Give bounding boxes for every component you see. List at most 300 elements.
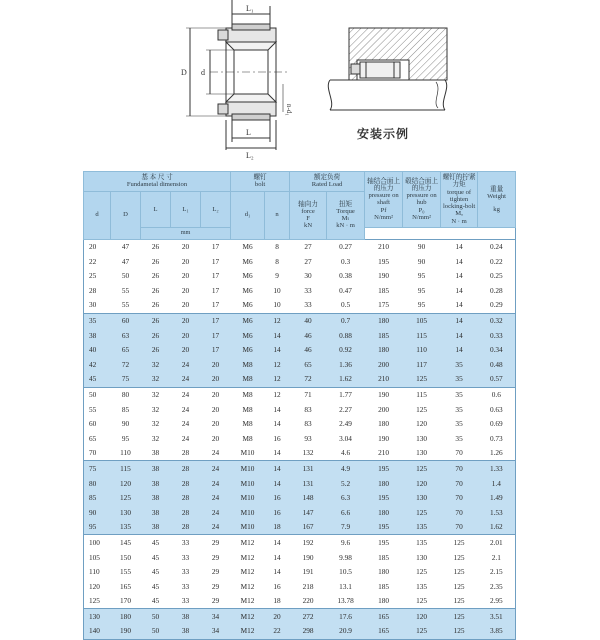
table-cell: 2.15: [489, 567, 503, 577]
table-cell: 200: [365, 357, 403, 372]
table-cell: 195: [365, 520, 403, 535]
table-cell: 180: [365, 343, 403, 358]
table-cell: 130: [111, 505, 141, 520]
dim-L2-label: L₂: [246, 151, 254, 160]
table-cell: 125: [403, 624, 441, 639]
table-cell: 2.01: [478, 535, 516, 550]
header-ps-en: pressure on shaft: [368, 192, 399, 207]
table-cell: 38: [141, 476, 171, 491]
installation-example-drawing: [328, 28, 447, 110]
table-cell: 20: [211, 433, 220, 443]
table-cell: 38: [151, 448, 160, 458]
table-cell: 120: [403, 476, 441, 491]
table-cell: 20: [201, 387, 231, 402]
table-cell: 26: [151, 271, 160, 281]
table-cell: 14: [273, 567, 281, 577]
table-cell: 120: [416, 419, 428, 429]
table-cell: 35: [84, 313, 111, 328]
table-cell: 0.29: [489, 300, 503, 310]
table-cell: M12: [231, 624, 265, 639]
table-cell: 25: [89, 271, 97, 281]
table-row: [84, 357, 516, 372]
table-cell: 1.49: [478, 491, 516, 506]
table-cell: 4.6: [341, 448, 351, 458]
table-cell: 105: [403, 313, 441, 328]
table-row: [84, 298, 516, 313]
table-cell: 95: [417, 271, 426, 281]
table-cell: 33: [181, 567, 190, 577]
table-cell: 95: [121, 433, 130, 443]
table-cell: 110: [89, 567, 100, 577]
table-cell: 195: [365, 461, 403, 476]
table-cell: 12: [265, 387, 290, 402]
table-cell: 14: [265, 476, 290, 491]
table-cell: 70: [441, 461, 478, 476]
table-cell: 83: [304, 419, 312, 429]
table-cell: 190: [378, 271, 390, 281]
table-cell: 185: [378, 285, 390, 295]
table-cell: 115: [111, 461, 141, 476]
header-torque-cn: 螺钉的拧紧力矩: [442, 174, 476, 189]
table-cell: M6: [242, 256, 253, 266]
table-cell: 24: [201, 491, 231, 506]
dim-d-label: d: [201, 68, 205, 77]
table-cell: 27: [304, 256, 312, 266]
table-cell: 3.85: [478, 624, 516, 639]
table-cell: 65: [111, 343, 141, 358]
table-cell: 20: [181, 285, 190, 295]
table-cell: 34: [201, 609, 231, 624]
table-cell: 24: [181, 433, 190, 443]
table-cell: M8: [231, 387, 265, 402]
table-cell: 132: [302, 448, 314, 458]
table-cell: 20: [171, 328, 201, 343]
table-cell: M10: [231, 520, 265, 535]
table-cell: 70: [441, 491, 478, 506]
table-cell: 10: [273, 285, 281, 295]
table-cell: 0.5: [341, 300, 351, 310]
table-cell: 24: [211, 448, 220, 458]
unit-mm: mm: [141, 227, 231, 239]
table-cell: 2.27: [339, 404, 352, 414]
table-cell: 65: [89, 433, 97, 443]
table-cell: 45: [151, 552, 160, 562]
table-cell: 24: [201, 461, 231, 476]
table-cell: 35: [455, 433, 463, 443]
table-cell: 0.92: [327, 343, 365, 358]
table-cell: 120: [111, 476, 141, 491]
table-cell: 165: [365, 624, 403, 639]
table-cell: 1.62: [478, 520, 516, 535]
table-cell: 29: [211, 596, 220, 606]
table-row: [84, 520, 516, 535]
table-cell: 33: [181, 596, 190, 606]
table-cell: 12: [265, 313, 290, 328]
table-cell: 131: [290, 476, 327, 491]
table-row: [84, 283, 516, 298]
table-cell: 130: [84, 609, 111, 624]
table-cell: 46: [290, 343, 327, 358]
col-header-n: n: [265, 191, 290, 239]
table-cell: 125: [416, 567, 428, 577]
table-cell: 135: [111, 520, 141, 535]
table-row: [84, 609, 516, 624]
header-weight-cn: 重量: [489, 185, 504, 193]
table-cell: 42: [84, 357, 111, 372]
table-row: [84, 313, 516, 328]
table-cell: 0.7: [327, 313, 365, 328]
table-cell: 26: [141, 343, 171, 358]
table-cell: 0.22: [489, 256, 503, 266]
table-cell: M8: [231, 372, 265, 387]
table-cell: 200: [378, 404, 390, 414]
table-cell: 110: [120, 448, 131, 458]
table-cell: 24: [171, 357, 201, 372]
header-ph-sym: P₀: [418, 206, 425, 214]
table-cell: 6.6: [327, 505, 365, 520]
table-cell: 24: [171, 387, 201, 402]
table-cell: 195: [378, 256, 390, 266]
header-ma-unit: N · m: [451, 217, 467, 225]
table-cell: 95: [84, 520, 111, 535]
table-cell: 95: [417, 285, 426, 295]
force-unit: kN: [304, 222, 313, 230]
table-cell: 14: [273, 404, 281, 414]
table-cell: 9.98: [339, 552, 352, 562]
table-cell: 0.3: [341, 256, 351, 266]
header-ps-cn: 轴结合面上的压力: [367, 177, 401, 192]
table-cell: 17: [211, 300, 220, 310]
table-cell: 0.34: [478, 343, 516, 358]
table-cell: M6: [242, 271, 253, 281]
force-cn: 轴向力: [298, 200, 318, 208]
table-cell: 70: [441, 476, 478, 491]
table-cell: 12: [265, 357, 290, 372]
table-cell: 125: [403, 372, 441, 387]
table-row: [84, 550, 516, 565]
table-cell: 125: [441, 624, 478, 639]
table-cell: 125: [111, 491, 141, 506]
table-cell: 14: [265, 328, 290, 343]
table-cell: 220: [302, 596, 314, 606]
table-row: [84, 239, 516, 254]
table-cell: 14: [273, 419, 281, 429]
dim-L-label: L: [246, 128, 251, 137]
table-row: [84, 269, 516, 284]
table-cell: M12: [240, 567, 255, 577]
table-cell: 26: [151, 256, 160, 266]
table-cell: 60: [111, 313, 141, 328]
table-row: [84, 579, 516, 594]
table-cell: 0.47: [339, 285, 352, 295]
table-cell: M8: [231, 357, 265, 372]
table-cell: 20: [211, 419, 220, 429]
table-cell: 32: [151, 419, 160, 429]
table-row: [84, 431, 516, 446]
table-cell: 70: [441, 505, 478, 520]
table-cell: 16: [273, 581, 281, 591]
table-cell: 33: [181, 581, 190, 591]
header-basic-dimension: [84, 172, 231, 192]
table-cell: 8: [265, 239, 290, 254]
table-cell: 35: [441, 357, 478, 372]
table-cell: 190: [365, 387, 403, 402]
table-cell: 22: [89, 256, 97, 266]
header-weight-unit: kg: [493, 206, 500, 213]
table-cell: 35: [455, 404, 463, 414]
table-cell: 20: [181, 256, 190, 266]
table-cell: M10: [240, 448, 255, 458]
table-cell: 28: [181, 448, 190, 458]
table-cell: 40: [290, 313, 327, 328]
table-cell: 38: [141, 505, 171, 520]
table-cell: 20: [201, 357, 231, 372]
col-header-force: [290, 191, 327, 239]
table-cell: 3.51: [478, 609, 516, 624]
table-cell: 13.78: [337, 596, 354, 606]
table-cell: 40: [84, 343, 111, 358]
header-ph-unit: N/mm²: [412, 213, 431, 221]
dim-D-label: D: [181, 68, 187, 77]
table-row: [84, 387, 516, 402]
table-cell: M10: [231, 461, 265, 476]
table-cell: 1.62: [327, 372, 365, 387]
table-cell: M10: [231, 505, 265, 520]
table-cell: 14: [265, 343, 290, 358]
table-cell: 7.9: [327, 520, 365, 535]
table-cell: 75: [84, 461, 111, 476]
table-cell: 30: [304, 271, 312, 281]
torque-cn: 扭矩: [338, 200, 353, 208]
table-cell: 14: [273, 448, 281, 458]
table-cell: 0.28: [489, 285, 503, 295]
table-cell: 10.5: [339, 567, 352, 577]
header-load-cn: 额定负荷: [313, 174, 341, 181]
table-cell: M12: [231, 535, 265, 550]
table-cell: 148: [290, 491, 327, 506]
table-cell: 85: [121, 404, 130, 414]
table-cell: 32: [141, 372, 171, 387]
table-cell: 165: [120, 581, 131, 591]
table-cell: 26: [141, 239, 171, 254]
table-cell: 2.35: [489, 581, 503, 591]
header-basic-en: Fundametal dimension: [126, 181, 188, 189]
table-cell: 17: [201, 343, 231, 358]
table-cell: 46: [290, 328, 327, 343]
table-cell: 32: [151, 404, 160, 414]
table-cell: 18: [273, 596, 281, 606]
table-cell: 14: [455, 285, 463, 295]
table-cell: 22: [265, 624, 290, 639]
col-header-L2: L₂: [201, 191, 231, 227]
header-ph-en: pressure on hub: [406, 192, 437, 207]
table-cell: 14: [455, 271, 463, 281]
table-cell: 90: [121, 419, 130, 429]
table-cell: 17: [211, 256, 220, 266]
table-cell: 14: [441, 328, 478, 343]
table-cell: 130: [416, 433, 428, 443]
torque-en: Torque: [336, 207, 355, 215]
table-cell: 38: [141, 491, 171, 506]
table-cell: 1.33: [478, 461, 516, 476]
table-body: [84, 239, 516, 639]
table-cell: 150: [120, 552, 131, 562]
table-cell: 38: [171, 609, 201, 624]
technical-drawing: [0, 0, 600, 165]
table-cell: 12: [265, 372, 290, 387]
table-cell: 24: [201, 520, 231, 535]
table-cell: 9.6: [327, 535, 365, 550]
table-cell: 24: [171, 372, 201, 387]
table-cell: 35: [455, 419, 463, 429]
table-row: [84, 372, 516, 387]
table-cell: 24: [201, 476, 231, 491]
table-cell: 50: [141, 609, 171, 624]
table-cell: 18: [265, 520, 290, 535]
table-cell: 47: [121, 256, 130, 266]
table-cell: M10: [231, 491, 265, 506]
table-cell: 125: [403, 505, 441, 520]
table-cell: 14: [441, 343, 478, 358]
table-cell: 180: [378, 419, 390, 429]
table-cell: 50: [84, 387, 111, 402]
table-cell: 1.4: [478, 476, 516, 491]
table-cell: 8: [275, 256, 279, 266]
table-cell: 2.95: [489, 596, 503, 606]
table-cell: 125: [416, 404, 428, 414]
table-cell: 32: [141, 387, 171, 402]
table-cell: 50: [121, 271, 130, 281]
table-cell: 3.04: [339, 433, 352, 443]
table-cell: 210: [378, 448, 390, 458]
table-cell: 28: [89, 285, 97, 295]
header-pressure-hub: [403, 172, 441, 228]
table-cell: 38: [84, 328, 111, 343]
table-cell: 115: [403, 328, 441, 343]
table-row: [84, 417, 516, 432]
table-cell: 165: [365, 609, 403, 624]
table-cell: 131: [290, 461, 327, 476]
table-cell: 0.63: [489, 404, 503, 414]
table-cell: 55: [121, 300, 130, 310]
table-cell: 125: [441, 609, 478, 624]
table-cell: 117: [403, 357, 441, 372]
table-cell: 28: [171, 491, 201, 506]
header-ps-sym: Pf: [380, 206, 387, 214]
table-cell: 180: [378, 567, 390, 577]
table-cell: 135: [403, 520, 441, 535]
table-row: [84, 565, 516, 580]
table-row: [84, 505, 516, 520]
col-header-D: D: [111, 191, 141, 239]
table-cell: 105: [89, 552, 100, 562]
table-cell: 210: [365, 239, 403, 254]
table-cell: 298: [290, 624, 327, 639]
installation-example-caption: 安装示例: [357, 127, 410, 141]
table-cell: 30: [89, 300, 97, 310]
table-cell: 17: [201, 328, 231, 343]
table-cell: M12: [240, 581, 255, 591]
table-cell: 34: [201, 624, 231, 639]
table-row: [84, 624, 516, 639]
table-cell: 20: [171, 343, 201, 358]
table-cell: 26: [151, 300, 160, 310]
table-cell: 14: [265, 461, 290, 476]
torque-unit: kN · m: [336, 222, 355, 230]
table-cell: 35: [441, 387, 478, 402]
table-cell: 32: [141, 357, 171, 372]
table-cell: 0.24: [478, 239, 516, 254]
table-cell: 0.57: [478, 372, 516, 387]
table-cell: 50: [141, 624, 171, 639]
table-cell: 93: [304, 433, 312, 443]
table-cell: 1.36: [327, 357, 365, 372]
table-cell: 14: [441, 239, 478, 254]
table-cell: 155: [120, 567, 131, 577]
table-cell: 125: [453, 596, 465, 606]
table-cell: 180: [365, 476, 403, 491]
table-cell: 6.3: [327, 491, 365, 506]
table-cell: 5.2: [327, 476, 365, 491]
table-cell: 185: [378, 552, 390, 562]
table-cell: 120: [89, 581, 100, 591]
table-cell: 72: [111, 357, 141, 372]
table-cell: 170: [120, 596, 131, 606]
table-cell: 0.32: [478, 313, 516, 328]
table-cell: 28: [171, 461, 201, 476]
table-cell: M6: [242, 300, 253, 310]
table-cell: M12: [240, 552, 255, 562]
table-row: [84, 491, 516, 506]
header-pressure-shaft: [365, 172, 403, 228]
table-row: [84, 461, 516, 476]
torque-sym: Mₜ: [341, 215, 350, 223]
table-cell: M6: [231, 239, 265, 254]
table-cell: 55: [121, 285, 130, 295]
table-cell: 195: [365, 491, 403, 506]
header-tighten-torque: [441, 172, 478, 228]
col-header-d1: d₁: [231, 191, 265, 239]
force-en: force: [301, 207, 315, 215]
table-cell: 180: [378, 596, 390, 606]
dim-L1-label: L₁: [246, 4, 254, 13]
table-cell: 20: [181, 271, 190, 281]
table-cell: 2.49: [339, 419, 352, 429]
table-cell: 29: [211, 552, 220, 562]
table-cell: 167: [290, 520, 327, 535]
dim-nd1-label: n-d₁: [285, 104, 293, 116]
table-cell: 20: [171, 239, 201, 254]
table-cell: 110: [403, 343, 441, 358]
table-cell: 45: [151, 567, 160, 577]
table-cell: M6: [231, 313, 265, 328]
table-cell: 32: [151, 433, 160, 443]
table-cell: 125: [441, 535, 478, 550]
table-cell: 125: [416, 596, 428, 606]
header-basic-cn: 基 本 尺 寸: [141, 174, 173, 181]
table-cell: 0.73: [489, 433, 503, 443]
table-cell: 24: [181, 419, 190, 429]
table-cell: 35: [441, 372, 478, 387]
table-cell: M6: [242, 285, 253, 295]
table-cell: 190: [378, 433, 390, 443]
table-cell: 180: [365, 313, 403, 328]
table-cell: 14: [265, 535, 290, 550]
table-cell: 29: [201, 535, 231, 550]
header-ma-sym: Mₐ: [455, 210, 463, 218]
table-cell: 17.6: [327, 609, 365, 624]
table-cell: M8: [242, 419, 253, 429]
